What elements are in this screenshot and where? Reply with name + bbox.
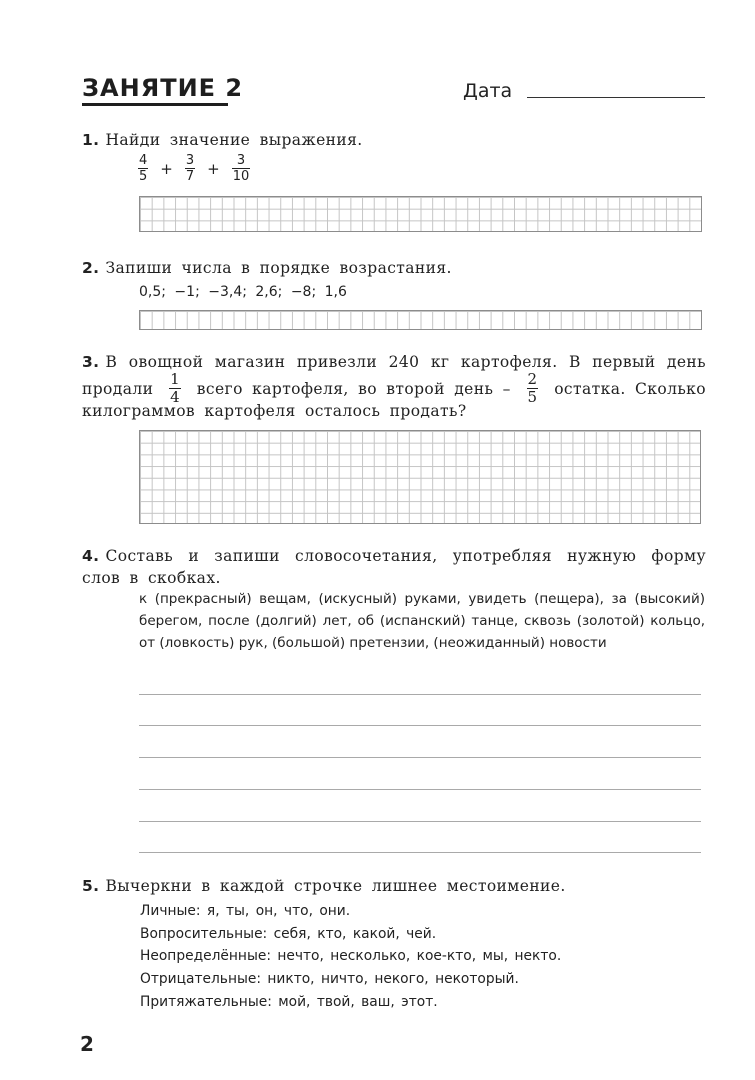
date-input-line[interactable] <box>527 97 705 98</box>
task-1-prompt <box>82 128 363 152</box>
pronoun-row[interactable]: Неопределённые: нечто, несколько, кое-кто, мы, некто. <box>140 948 562 964</box>
task-3-number: 3. <box>82 353 100 371</box>
pronoun-row[interactable]: Отрицательные: никто, ничто, некого, некоторый. <box>140 971 519 987</box>
pronoun-row[interactable]: Личные: я, ты, он, что, они. <box>140 903 351 919</box>
task-2-prompt <box>82 256 452 280</box>
writing-line[interactable] <box>139 852 701 853</box>
task-4-line-2: слов в скобках. <box>82 569 221 587</box>
page-number: 2 <box>80 1032 94 1056</box>
task-2-number: 2. <box>82 259 100 277</box>
title-underline <box>82 103 228 106</box>
task-1-answer-grid[interactable] <box>139 196 702 232</box>
plus-sign: + <box>160 159 173 178</box>
writing-line[interactable] <box>139 694 701 695</box>
pronoun-row[interactable]: Вопросительные: себя, кто, какой, чей. <box>140 926 437 942</box>
plus-sign: + <box>207 159 220 178</box>
fraction-4-5: $\frac{4}{5}$ <box>139 153 148 184</box>
date-label: Дата <box>463 80 513 102</box>
task-3-line-1: 3. В овощной магазин привезли 240 кг картофеля. В первый день <box>82 353 706 371</box>
fraction-3-10: $\frac{3}{10}$ <box>232 153 250 184</box>
task-5-number: 5. <box>82 877 100 895</box>
pronoun-row[interactable]: Притяжательные: мой, твой, ваш, этот. <box>140 994 438 1010</box>
task-5-text: Вычеркни в каждой строчке лишнее местоимение. <box>105 877 566 895</box>
writing-line[interactable] <box>139 789 701 790</box>
writing-line[interactable] <box>139 725 701 726</box>
task-4-number: 4. <box>82 547 100 565</box>
task-2-numbers: 0,5; −1; −3,4; 2,6; −8; 1,6 <box>139 284 347 300</box>
fraction-3-7: $\frac{3}{7}$ <box>185 153 195 184</box>
writing-line[interactable] <box>139 821 701 822</box>
fraction-2-5: $\frac{2}{5}$ <box>527 370 538 406</box>
task-3-line-3: килограммов картофеля осталось продать? <box>82 402 467 420</box>
task-4-line-1: 4. Составь и запиши словосочетания, употребляя нужную форму <box>82 547 706 565</box>
task-2-answer-grid[interactable] <box>139 310 702 330</box>
task-1-expression <box>138 154 250 183</box>
task-5-prompt <box>82 874 566 898</box>
task-1-number: 1. <box>82 131 100 149</box>
fraction-1-4: $\frac{1}{4}$ <box>170 370 181 406</box>
task-3-line-2: продали $\frac{1}{4}$ всего картофеля, во второй день – $\frac{2}{5}$ остатка. Сколько <box>82 370 706 406</box>
task-4-phrases: к (прекрасный) вещам, (искусный) руками, увидеть (пещера), за (высокий) берегом, после (долгий) лет, об (испанский) танце, сквозь (золотой) кольцо, от (ловкость) рук, (большой) претензии, (неожиданный) новости <box>139 591 705 651</box>
task-3-answer-grid[interactable] <box>139 430 701 524</box>
writing-line[interactable] <box>139 757 701 758</box>
task-1-text: Найди значение выражения. <box>105 131 363 149</box>
task-2-text: Запиши числа в порядке возрастания. <box>105 259 452 277</box>
lesson-title: ЗАНЯТИЕ 2 <box>82 74 244 102</box>
